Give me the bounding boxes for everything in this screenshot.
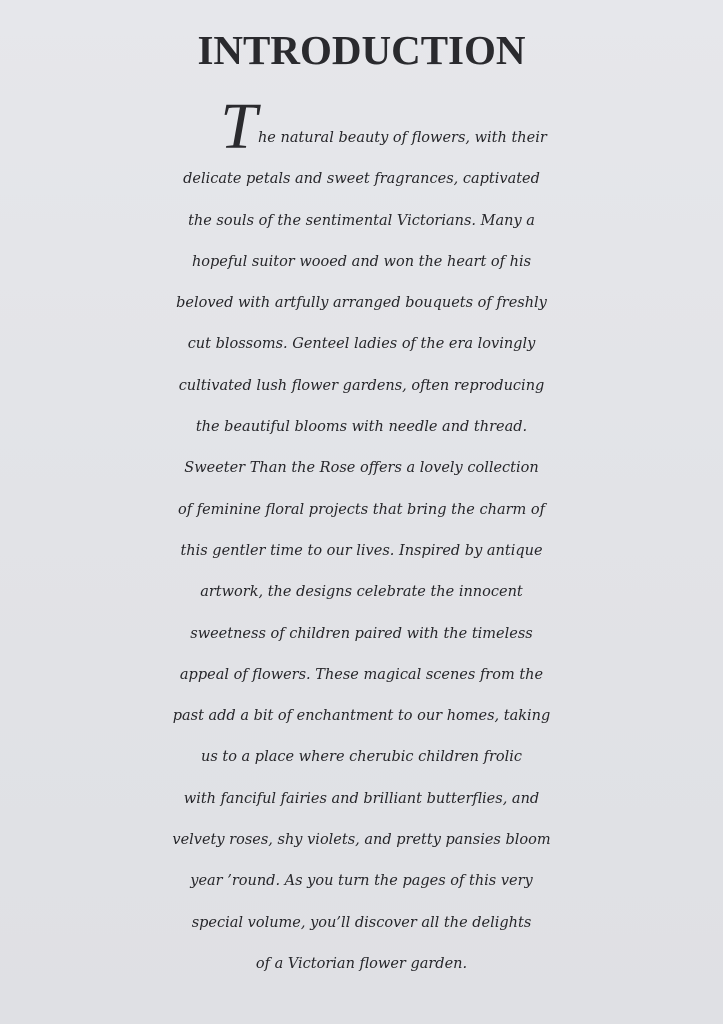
text-line: sweetness of children paired with the timeless [190,625,533,642]
text-line: of feminine floral projects that bring the charm of [178,501,545,518]
text-line: delicate petals and sweet fragrances, captivated [183,171,540,188]
text-line: this gentler time to our lives. Inspired by antique [180,542,543,559]
text-line: special volume, you’ll discover all the delights [191,914,532,931]
text-line: cultivated lush flower gardens, often reproducing [178,377,545,394]
text-line: Sweeter Than the Rose offers a lovely collection [184,460,539,477]
page-heading: INTRODUCTION [197,27,526,73]
text-line [0,90,723,163]
text-line: us to a place where cherubic children frolic [201,749,522,766]
text-line: hopeful suitor wooed and won the heart of his [191,253,532,270]
text-line: cut blossoms. Genteel ladies of the era lovingly [187,336,536,353]
drop-cap: T [220,90,257,163]
text-line: velvety roses, shy violets, and pretty pansies bloom [172,832,551,849]
text-line: artwork, the designs celebrate the innocent [200,584,523,601]
text-line: the souls of the sentimental Victorians. Many a [188,212,535,229]
text-line: with fanciful fairies and brilliant butterflies, and [183,790,540,807]
text-line: appeal of flowers. These magical scenes from the [179,666,544,683]
introduction-text [0,90,723,985]
text-line: past add a bit of enchantment to our homes, taking [172,708,551,725]
text-line: of a Victorian flower garden. [255,955,468,972]
text-line: beloved with artfully arranged bouquets of freshly [176,295,547,312]
text-line: the beautiful blooms with needle and thread. [195,419,528,436]
text-line: year ’round. As you turn the pages of this very [190,873,533,890]
text-line-content: he natural beauty of flowers, with their [257,130,547,146]
